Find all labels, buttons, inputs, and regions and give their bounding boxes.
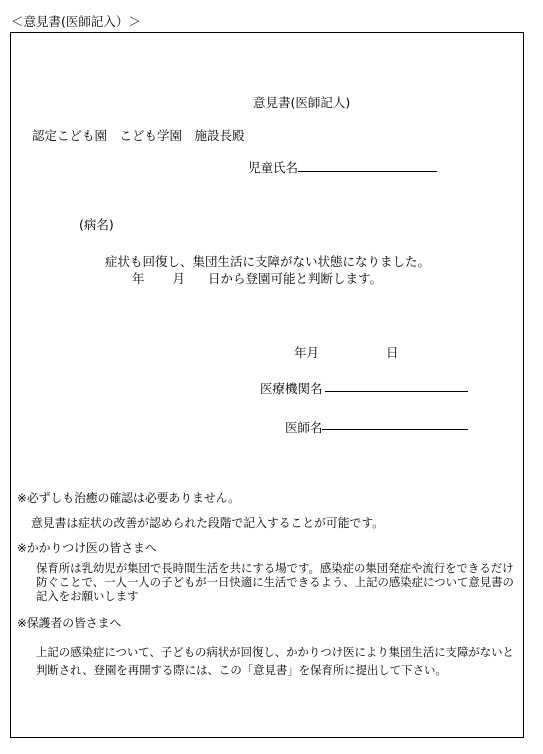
institution-label: 医療機関名: [260, 381, 323, 396]
guardians-text: 上記の感染症について、子どもの病状が回復し、かかりつけ医により集団生活に支障がないと判断され、登園を再開する際には、この「意見書」を保育所に提出して下さい。: [36, 645, 514, 677]
child-name-line[interactable]: [298, 171, 437, 172]
page-caption: ＜意見書(医師記入）＞: [11, 14, 141, 29]
doctors-text: 保育所は乳幼児が集団で長時間生活を共にする場です。感染症の集団発症や流行をできるだけ防ぐことで、一人一人の子どもが一日快適に生活できるよう、上記の感染症について意見書の記入をお願いします: [36, 561, 514, 603]
date-day: 日: [386, 345, 399, 360]
doctor-label: 医師名: [285, 420, 323, 435]
institution-line[interactable]: [325, 391, 468, 392]
statement-line1: 症状も回復し、集団生活に支障がない状態になりました。: [105, 254, 431, 269]
statement-rest: 日から登園可能と判断します。: [208, 271, 383, 286]
statement-line2: [132, 269, 382, 287]
addressee: 認定こども園 こども学園 施設長殿: [32, 128, 245, 143]
doctors-heading: ※かかりつけ医の皆さまへ: [17, 541, 157, 555]
doctor-line[interactable]: [322, 429, 468, 430]
form-title: 意見書(医師記人): [253, 95, 351, 110]
note-healing-detail: 意見書は症状の改善が認められた段階で記入することが可能です。: [31, 516, 384, 530]
disease-label: (病名): [79, 217, 114, 232]
statement-month: 月: [172, 271, 186, 286]
statement-year: 年: [132, 271, 145, 286]
date-year-month: 年月: [294, 345, 320, 360]
note-healing: ※必ずしも治癒の確認は必要ありません。: [17, 491, 240, 505]
guardians-heading: ※保護者の皆さまへ: [17, 616, 122, 630]
child-name-label: 児童氏名: [248, 160, 299, 175]
